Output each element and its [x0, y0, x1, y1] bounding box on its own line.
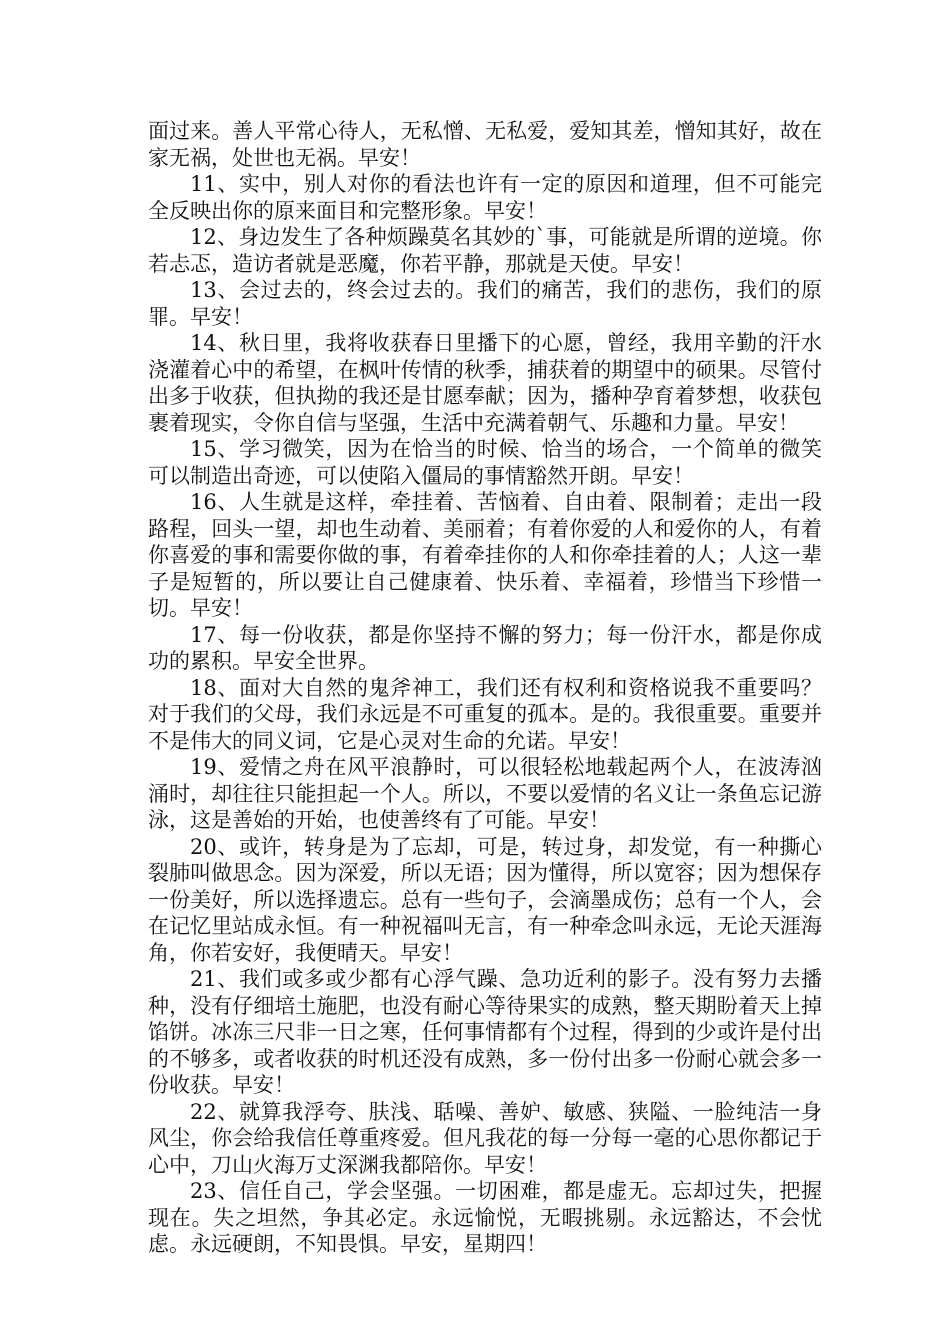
paragraph-12: 12、身边发生了各种烦躁莫名其妙的`事，可能就是所谓的逆境。你若忐忑，造访者就是恶魔，你若平静，那就是天使。早安！	[148, 225, 822, 276]
paragraph-19: 19、爱情之舟在风平浪静时，可以很轻松地载起两个人，在波涛汹涌时，却往往只能担起一个人。所以，不要以爱情的名义让一条鱼忘记游泳，这是善始的开始，也使善终有了可能。早安！	[148, 755, 822, 832]
paragraph-17: 17、每一份收获，都是你坚持不懈的努力；每一份汗水，都是你成功的累积。早安全世界。	[148, 622, 822, 673]
paragraph-21: 21、我们或多或少都有心浮气躁、急功近利的影子。没有努力去播种，没有仔细培土施肥，也没有耐心等待果实的成熟，整天期盼着天上掉馅饼。冰冻三尺非一日之寒，任何事情都有个过程，得到的少或许是付出的不够多，或者收获的时机还没有成熟，多一份付出多一份耐心就会多一份收获。早安！	[148, 967, 822, 1097]
paragraph-11: 11、实中，别人对你的看法也许有一定的原因和道理，但不可能完全反映出你的原来面目和完整形象。早安！	[148, 172, 822, 223]
paragraph-20: 20、或许，转身是为了忘却，可是，转过身，却发觉，有一种撕心裂肺叫做思念。因为深爱，所以无语；因为懂得，所以宽容；因为想保存一份美好，所以选择遗忘。总有一些句子，会滴墨成伤；总有一个人，会在记忆里站成永恒。有一种祝福叫无言，有一种牵念叫永远，无论天涯海角，你若安好，我便晴天。早安！	[148, 834, 822, 965]
paragraph-14: 14、秋日里，我将收获春日里播下的心愿，曾经，我用辛勤的汗水浇灌着心中的希望，在枫叶传情的秋季，捕获着的期望中的硕果。尽管付出多于收获，但执拗的我还是甘愿奉献；因为，播种孕育着梦想，收获包裹着现实，令你自信与坚强，生活中充满着朝气、乐趣和力量。早安！	[148, 331, 822, 435]
paragraph-23: 23、信任自己，学会坚强。一切困难，都是虚无。忘却过失，把握现在。失之坦然，争其必定。永远愉悦，无暇挑剔。永远豁达，不会忧虑。永远硬朗，不知畏惧。早安，星期四！	[148, 1179, 822, 1256]
paragraph-15: 15、学习微笑，因为在恰当的时候、恰当的场合，一个简单的微笑可以制造出奇迹，可以使陷入僵局的事情豁然开朗。早安！	[148, 437, 822, 488]
document-body	[148, 118, 822, 1258]
paragraph-22: 22、就算我浮夸、肤浅、聒噪、善妒、敏感、狭隘、一脸纯洁一身风尘，你会给我信任尊重疼爱。但凡我花的每一分每一毫的心思你都记于心中，刀山火海万丈深渊我都陪你。早安！	[148, 1099, 822, 1177]
paragraph-continued: 面过来。善人平常心待人，无私憎、无私爱，爱知其差，憎知其好，故在家无祸，处世也无祸。早安！	[148, 119, 822, 170]
paragraph-18: 18、面对大自然的鬼斧神工，我们还有权利和资格说我不重要吗？对于我们的父母，我们永远是不可重复的孤本。是的。我很重要。重要并不是伟大的同义词，它是心灵对生命的允诺。早安！	[148, 675, 822, 753]
paragraph-13: 13、会过去的，终会过去的。我们的痛苦，我们的悲伤，我们的原罪。早安！	[148, 278, 822, 329]
paragraph-16: 16、人生就是这样，牵挂着、苦恼着、自由着、限制着；走出一段路程，回头一望，却也生动着、美丽着；有着你爱的人和爱你的人，有着你喜爱的事和需要你做的事，有着牵挂你的人和你牵挂着的人；人这一辈子是短暂的，所以要让自己健康着、快乐着、幸福着，珍惜当下珍惜一切。早安！	[148, 490, 822, 620]
